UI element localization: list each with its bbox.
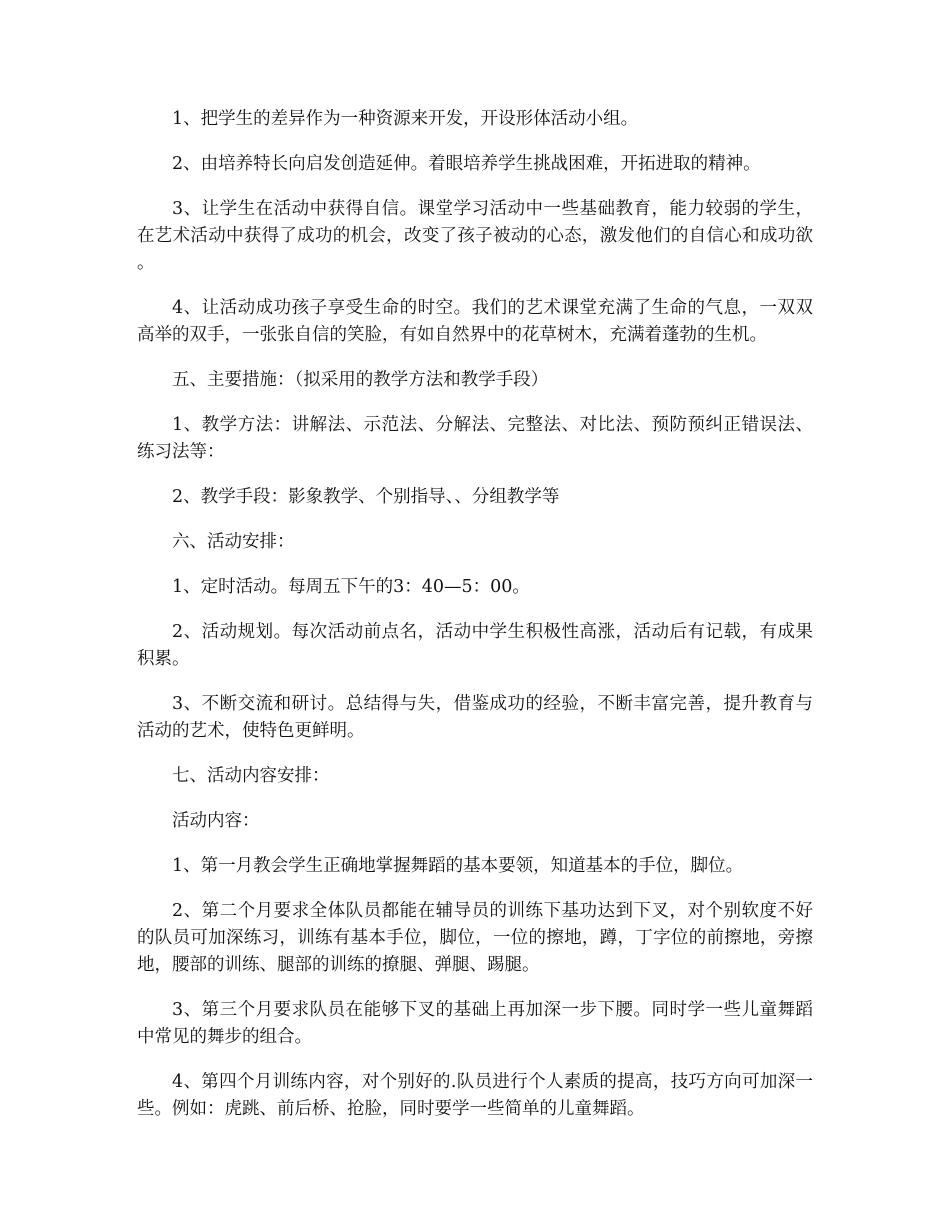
paragraph-item-4: 4、让活动成功孩子享受生命的时空。我们的艺术课堂充满了生命的气息，一双双高举的双手，一张张自信的笑脸，有如自然界中的花草树木，充满着蓬勃的生机。 (137, 298, 813, 345)
paragraph-item-2: 2、由培养特长向启发创造延伸。着眼培养学生挑战困难，开拓进取的精神。 (172, 154, 761, 174)
section-heading-content: 七、活动内容安排： (172, 766, 330, 786)
content-item-2: 2、第二个月要求全体队员都能在辅导员的训练下基功达到下叉，对个别软度不好的队员可加深练习，训练有基本手位，脚位，一位的擦地，蹲，丁字位的前擦地，旁擦地，腰部的训练、腿部的训练的撩腿、弹腿、踢腿。 (137, 901, 813, 975)
teaching-methods: 1、教学方法：讲解法、示范法、分解法、完整法、对比法、预防预纠正错误法、练习法等： (137, 415, 813, 462)
section-heading-measures: 五、主要措施：（拟采用的教学方法和教学手段） (172, 370, 549, 390)
schedule-item-2: 2、活动规划。每次活动前点名，活动中学生积极性高涨，活动后有记载，有成果积累。 (137, 622, 813, 669)
content-item-4: 4、第四个月训练内容，对个别好的.队员进行个人素质的提高，技巧方向可加深一些。例如：虎跳、前后桥、抢脸，同时要学一些简单的儿童舞蹈。 (137, 1072, 813, 1119)
content-item-3: 3、第三个月要求队员在能够下叉的基础上再加深一步下腰。同时学一些儿童舞蹈中常见的舞步的组合。 (137, 1000, 813, 1047)
paragraph-item-3: 3、让学生在活动中获得自信。课堂学习活动中一些基础教育，能力较弱的学生，在艺术活动中获得了成功的机会，改变了孩子被动的心态，激发他们的自信心和成功欲。 (137, 199, 813, 273)
content-label: 活动内容： (172, 811, 260, 831)
content-item-1: 1、第一月教会学生正确地掌握舞蹈的基本要领，知道基本的手位，脚位。 (172, 856, 744, 876)
paragraph-item-1: 1、把学生的差异作为一种资源来开发，开设形体活动小组。 (172, 109, 639, 129)
teaching-means: 2、教学手段：影象教学、个别指导、、分组教学等 (172, 487, 560, 507)
schedule-item-3: 3、不断交流和研讨。总结得与失，借鉴成功的经验，不断丰富完善，提升教育与活动的艺术，使特色更鲜明。 (137, 694, 813, 741)
schedule-item-1: 1、定时活动。每周五下午的3：40—5：00。 (172, 577, 530, 597)
section-heading-schedule: 六、活动安排： (172, 532, 295, 552)
document-body (137, 106, 813, 1141)
